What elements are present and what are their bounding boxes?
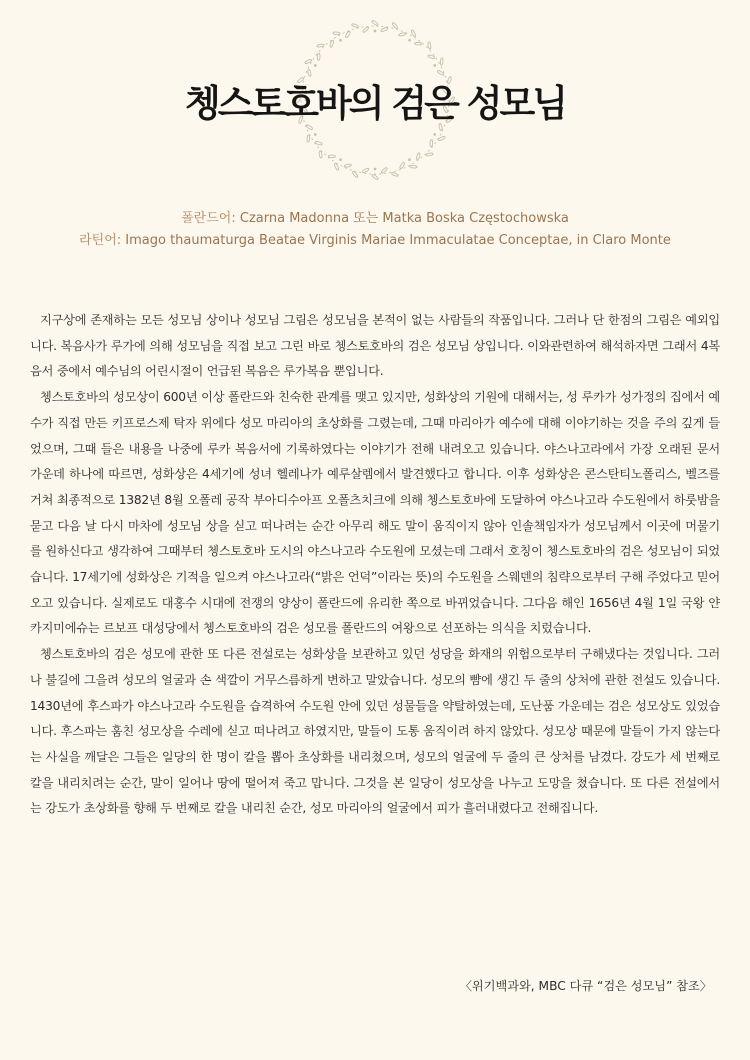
paragraph-1: 지구상에 존재하는 모든 성모님 상이나 성모님 그림은 성모님을 본적이 없는 사람들의 작품입니다. 그러나 단 한점의 그림은 예외입니다. 복음사가 루가에 의해 성모님을 직접 보고 그린 바로 쳉스토호바의 검은 성모님 상입니다. 이와관련하여 해석하자면 그래서 4복음서 중에서 예수님의 어린시절이 언급된 복음은 루가복음 뿐입니다. (30, 313, 720, 379)
paragraph-2: 쳉스토호바의 성모상이 600년 이상 폴란드와 친숙한 관계를 맺고 있지만, 성화상의 기원에 대해서는, 성 루카가 성가정의 집에서 예수가 직접 만든 키프로스제 탁자 위에다 성모 마리아의 초상화를 그렸는데, 그때 마리아가 예수에 대해 이야기하는 것을 주의 깊게 들었으며, 그때 들은 내용을 나중에 루카 복음서에 기록하였다는 이야기가 전해 내려오고 있습니다. 야스나고라에서 가장 오래된 문서 가운데 하나에 따르면, 성화상은 4세기에 성녀 헬레나가 예루살렘에서 발견했다고 합니다. 이후 성화상은 콘스탄티노폴리스, 벨즈를 거쳐 최종적으로 1382년 8월 오폴레 공작 부아디수아프 오폴츠치크에 의해 쳉스토호바에 도달하여 야스나고라 수도원에서 하룻밤을 묻고 다음 날 다시 마차에 성모님 상을 싣고 떠나려는 순간 아무리 해도 말이 움직이지 않아 인솔책임자가 성모님께서 이곳에 머물기를 원하신다고 생각하여 그때부터 쳉스토호바 도시의 야스나고라 수도원에 모셨는데 그래서 호칭이 쳉스토호바의 검은 성모님이 되었습니다. 17세기에 성화상은 기적을 일으켜 야스나고라(“밝은 언덕”이라는 뜻)의 수도원을 스웨덴의 침략으로부터 구해 주었다고 믿어오고 있습니다. 실제로도 대홍수 시대에 전쟁의 양상이 폴란드에 유리한 쪽으로 바뀌었습니다. 그다음 해인 1656년 4월 1일 국왕 얀 카지미에슈는 르보프 대성당에서 쳉스토호바의 검은 성모를 폴란드의 여왕으로 선포하는 의식을 치렀습니다. (30, 390, 720, 636)
polish-name-line (0, 208, 750, 230)
latin-name-line (0, 230, 750, 252)
polish-name: Czarna Madonna 또는 Matka Boska Częstochowska (239, 211, 569, 226)
paragraph-3: 쳉스토호바의 검은 성모에 관한 또 다른 전설로는 성화상을 보관하고 있던 성당을 화재의 위험으로부터 구해냈다는 것입니다. 그러나 불길에 그을려 성모의 얼굴과 손 색깔이 거무스름하게 변하고 말았습니다. 성모의 뺨에 생긴 두 줄의 상처에 관한 전설도 있습니다. 1430년에 후스파가 야스나고라 수도원을 습격하여 수도원 안에 있던 성물들을 약탈하였는데, 도난품 가운데는 검은 성모상도 있었습니다. 후스파는 훔친 성모상을 수레에 싣고 떠나려고 하였지만, 말들이 도통 움직이려 하지 않았다. 성모상 때문에 말들이 가지 않는다는 사실을 깨달은 그들은 일당의 한 명이 칼을 뽑아 초상화를 내리쳤으며, 성모의 얼굴에 두 줄의 큰 상처를 남겼다. 강도가 세 번째로 칼을 내리치려는 순간, 말이 일어나 땅에 떨어져 죽고 맙니다. 그것을 본 일당이 성모상을 나누고 도망을 쳤습니다. 또 다른 전설에서는 강도가 초상화를 향해 두 번째로 칼을 내리친 순간, 성모 마리아의 얼굴에서 피가 흘러내렸다고 전해집니다. (30, 647, 720, 816)
polish-label: 폴란드어: (181, 211, 236, 226)
page-title: 쳉스토호바의 검은 성모님 (185, 82, 565, 125)
latin-label: 라틴어: (79, 233, 122, 248)
names-block (0, 208, 750, 252)
source-citation: 〈위기백과와, MBC 다큐 “검은 성모님” 참조〉 (459, 979, 712, 993)
article-body (30, 308, 720, 822)
latin-name: Imago thaumaturga Beatae Virginis Mariae Immaculatae Conceptae, in Claro Monte (125, 233, 671, 248)
